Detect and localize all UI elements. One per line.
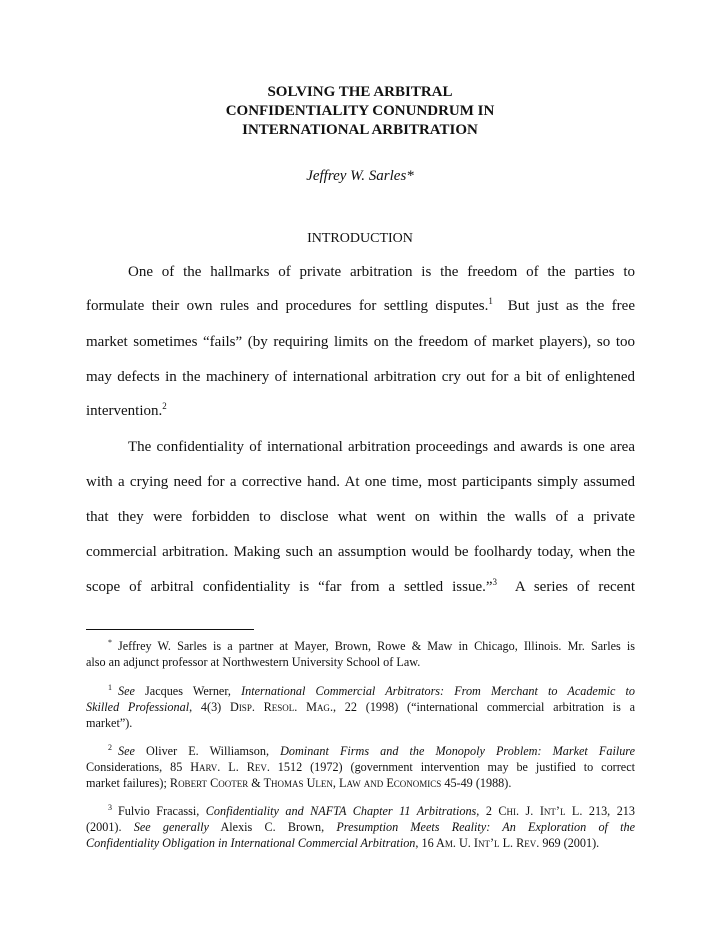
- footnote-3-line: $^3$ Fulvio Fracassi, Confidentiality and NAFTA Chapter 11 Arbitrations, 2 Chi. J. Int’l L. 213, 213: [108, 802, 635, 818]
- footnote-3-line: Confidentiality Obligation in International Commercial Arbitration, 16 Am. U. Int’l L. Rev. 969 (2001).: [86, 836, 600, 850]
- footnote-2-line: market failures); Robert Cooter & Thomas Ulen, Law and Economics 45-49 (1988).: [86, 776, 512, 790]
- footnote-ref-3[interactable]: 3: [492, 577, 498, 587]
- title-line-2: CONFIDENTIALITY CONUNDRUM IN: [225, 103, 495, 119]
- body-line: The confidentiality of international arbitration proceedings and awards is one area: [128, 439, 635, 455]
- footnote-star-line: * Jeffrey W. Sarles is a partner at Mayer, Brown, Rowe & Maw in Chicago, Illinois. Mr. Sarles is: [108, 637, 635, 653]
- body-line: scope of arbitral confidentiality is “far from a settled issue.”$^3$ A series of recent: [86, 577, 635, 595]
- body-line: with a crying need for a corrective hand. At one time, most participants simply assumed: [86, 474, 635, 490]
- body-line: that they were forbidden to disclose what went on within the walls of a private: [86, 509, 635, 525]
- paper-title: [0, 83, 720, 140]
- author-name: Jeffrey W. Sarles*: [306, 168, 414, 184]
- footnote-2-line: $^2$ See Oliver E. Williamson, Dominant Firms and the Monopoly Problem: Market Failure: [108, 742, 636, 758]
- title-line-3: INTERNATIONAL ARBITRATION: [242, 122, 478, 138]
- footnote-star-line: also an adjunct professor at Northwestern University School of Law.: [86, 655, 421, 669]
- title-line-1: SOLVING THE ARBITRAL: [267, 84, 453, 100]
- footnote-divider: [86, 629, 254, 630]
- body-line: intervention.$^2$: [86, 401, 167, 419]
- footnote-1-line: $^1$ See Jacques Werner, International Commercial Arbitrators: From Merchant to Academic to: [108, 682, 636, 698]
- footnote-1-line: Skilled Professional, 4(3) Disp. Resol. Mag., 22 (1998) (“international commercial arbitration is a: [86, 700, 635, 714]
- footnote-ref-1[interactable]: 1: [488, 296, 493, 306]
- body-line: One of the hallmarks of private arbitration is the freedom of the parties to: [128, 264, 635, 280]
- body-line: commercial arbitration. Making such an assumption would be foolhardy today, when the: [86, 544, 635, 560]
- footnote-ref-2[interactable]: 2: [162, 401, 167, 411]
- section-heading: INTRODUCTION: [307, 231, 413, 246]
- body-line: formulate their own rules and procedures for settling disputes.$^1$ But just as the free: [86, 296, 635, 314]
- footnote-1-line: market”).: [86, 716, 133, 730]
- footnote-2-line: Considerations, 85 Harv. L. Rev. 1512 (1972) (government intervention may be justified to correct: [86, 760, 635, 774]
- body-line: market sometimes “fails” (by requiring limits on the freedom of market players), so too: [86, 334, 635, 350]
- body-line: may defects in the machinery of international arbitration cry out for a bit of enlightened: [86, 369, 635, 385]
- footnote-3-line: (2001). See generally Alexis C. Brown, Presumption Meets Reality: An Exploration of the: [86, 820, 636, 834]
